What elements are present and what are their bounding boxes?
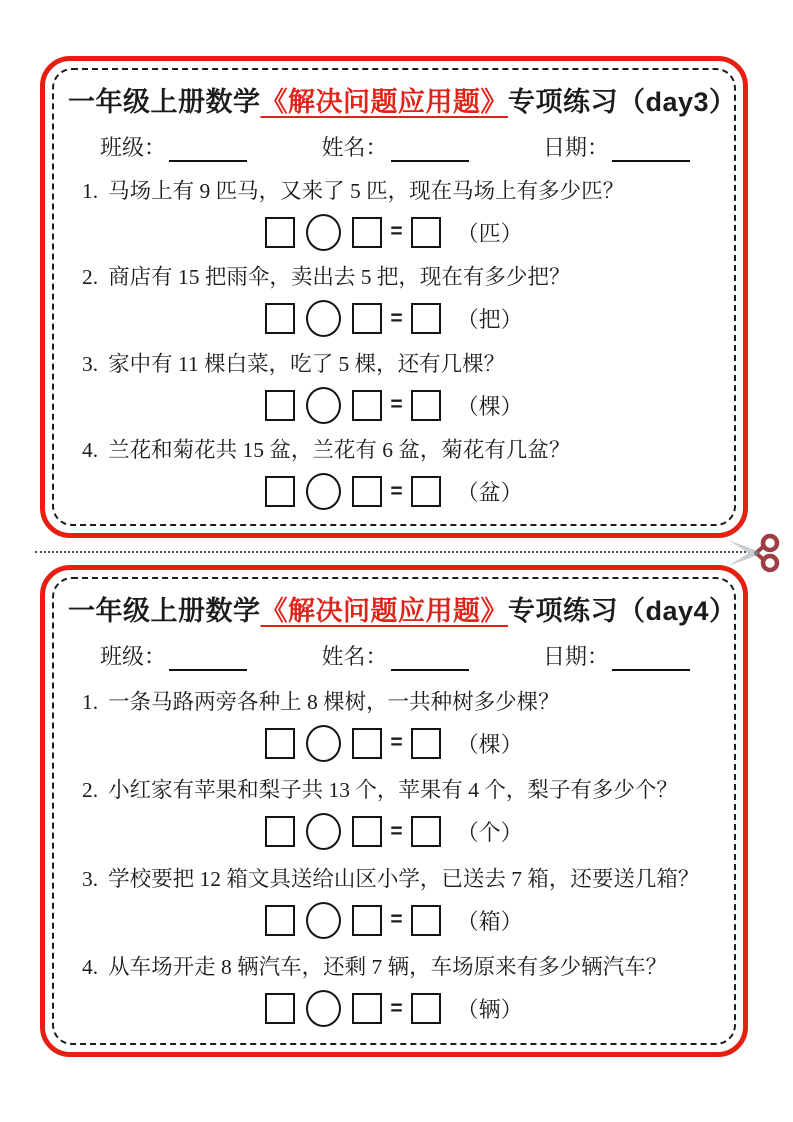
- question-number: 2.: [82, 778, 99, 803]
- operator-circle[interactable]: [306, 473, 341, 510]
- equals-sign: =: [390, 996, 403, 1020]
- operator-circle[interactable]: [306, 813, 341, 850]
- unit-label: （把）: [456, 307, 523, 333]
- cut-guide-line: [35, 551, 750, 553]
- operand-box-1[interactable]: [265, 816, 295, 847]
- scissors-icon: [726, 533, 786, 573]
- unit-label: （个）: [456, 820, 523, 846]
- question-item: [68, 862, 720, 939]
- class-label: 班级：: [100, 644, 167, 669]
- equation-row: [68, 214, 720, 251]
- equals-sign: =: [390, 908, 403, 932]
- title-highlight: 《解决问题应用题》: [260, 596, 508, 626]
- question-number: 4.: [82, 438, 99, 463]
- name-label: 姓名：: [321, 135, 388, 160]
- question-text: 家中有 11 棵白菜，吃了 5 棵，还有几棵？: [108, 351, 506, 376]
- operand-box-1[interactable]: [265, 303, 295, 334]
- name-input-blank[interactable]: [391, 134, 469, 162]
- operand-box-1[interactable]: [265, 993, 295, 1024]
- question-text: 商店有 15 把雨伞，卖出去 5 把，现在有多少把？: [108, 265, 571, 290]
- question-number: 1.: [82, 689, 99, 714]
- equation-row: [68, 300, 720, 337]
- question-item: [68, 347, 720, 424]
- question-item: [68, 950, 720, 1027]
- class-label: 班级：: [100, 135, 167, 160]
- question-item: [68, 685, 720, 762]
- operand-box-2[interactable]: [352, 303, 382, 334]
- class-input-blank[interactable]: [169, 134, 247, 162]
- operator-circle[interactable]: [306, 300, 341, 337]
- question-text: 从车场开走 8 辆汽车，还剩 7 辆，车场原来有多少辆汽车？: [108, 955, 668, 980]
- operand-box-2[interactable]: [352, 217, 382, 248]
- equation-row: [68, 990, 720, 1027]
- header-fields-row: [68, 640, 720, 671]
- operand-box-2[interactable]: [352, 905, 382, 936]
- equals-sign: =: [390, 220, 403, 244]
- unit-label: （棵）: [456, 393, 523, 419]
- result-box[interactable]: [411, 303, 441, 334]
- operand-box-1[interactable]: [265, 217, 295, 248]
- question-item: [68, 433, 720, 510]
- operator-circle[interactable]: [306, 387, 341, 424]
- operator-circle[interactable]: [306, 725, 341, 762]
- unit-label: （匹）: [456, 220, 523, 246]
- operand-box-2[interactable]: [352, 816, 382, 847]
- operand-box-2[interactable]: [352, 390, 382, 421]
- operand-box-2[interactable]: [352, 728, 382, 759]
- operator-circle[interactable]: [306, 990, 341, 1027]
- operator-circle[interactable]: [306, 902, 341, 939]
- question-list: [68, 164, 720, 520]
- title-prefix: 一年级上册数学: [68, 596, 261, 626]
- unit-label: （盆）: [456, 480, 523, 506]
- operator-circle[interactable]: [306, 214, 341, 251]
- operand-box-1[interactable]: [265, 905, 295, 936]
- equals-sign: =: [390, 393, 403, 417]
- dashed-border-panel: [52, 68, 736, 526]
- unit-label: （辆）: [456, 997, 523, 1023]
- question-text: 兰花和菊花共 15 盆，兰花有 6 盆，菊花有几盆？: [108, 438, 571, 463]
- title-suffix: 专项练习（day3）: [508, 87, 737, 117]
- header-fields-row: [68, 131, 720, 162]
- equation-row: [68, 473, 720, 510]
- date-label: 日期：: [542, 135, 609, 160]
- worksheet-title: [68, 80, 737, 119]
- worksheet-card-day4: [40, 565, 748, 1057]
- question-number: 4.: [82, 955, 99, 980]
- date-input-blank[interactable]: [612, 134, 690, 162]
- operand-box-2[interactable]: [352, 476, 382, 507]
- question-number: 2.: [82, 265, 99, 290]
- title-prefix: 一年级上册数学: [68, 87, 261, 117]
- result-box[interactable]: [411, 476, 441, 507]
- name-input-blank[interactable]: [391, 643, 469, 671]
- question-text: 马场上有 9 匹马，又来了 5 匹，现在马场上有多少匹？: [108, 178, 625, 203]
- equation-row: [68, 387, 720, 424]
- title-suffix: 专项练习（day4）: [508, 596, 737, 626]
- worksheet-card-day3: [40, 56, 748, 538]
- question-list: [68, 673, 720, 1039]
- equals-sign: =: [390, 306, 403, 330]
- question-number: 1.: [82, 178, 99, 203]
- worksheet-title: [68, 589, 737, 628]
- result-box[interactable]: [411, 993, 441, 1024]
- date-input-blank[interactable]: [612, 643, 690, 671]
- result-box[interactable]: [411, 217, 441, 248]
- question-number: 3.: [82, 866, 99, 891]
- question-number: 3.: [82, 351, 99, 376]
- result-box[interactable]: [411, 390, 441, 421]
- operand-box-1[interactable]: [265, 728, 295, 759]
- name-label: 姓名：: [321, 644, 388, 669]
- question-item: [68, 260, 720, 337]
- question-text: 小红家有苹果和梨子共 13 个，苹果有 4 个，梨子有多少个？: [108, 778, 678, 803]
- question-item: [68, 174, 720, 251]
- equation-row: [68, 725, 720, 762]
- equals-sign: =: [390, 479, 403, 503]
- unit-label: （棵）: [456, 731, 523, 757]
- equals-sign: =: [390, 819, 403, 843]
- equation-row: [68, 813, 720, 850]
- operand-box-1[interactable]: [265, 390, 295, 421]
- question-text: 一条马路两旁各种上 8 棵树，一共种树多少棵？: [108, 689, 560, 714]
- question-text: 学校要把 12 箱文具送给山区小学，已送去 7 箱，还要送几箱？: [108, 866, 700, 891]
- equals-sign: =: [390, 731, 403, 755]
- operand-box-1[interactable]: [265, 476, 295, 507]
- result-box[interactable]: [411, 728, 441, 759]
- equation-row: [68, 902, 720, 939]
- dashed-border-panel: [52, 577, 736, 1045]
- date-label: 日期：: [542, 644, 609, 669]
- operand-box-2[interactable]: [352, 993, 382, 1024]
- class-input-blank[interactable]: [169, 643, 247, 671]
- question-item: [68, 773, 720, 850]
- title-highlight: 《解决问题应用题》: [260, 87, 508, 117]
- result-box[interactable]: [411, 905, 441, 936]
- result-box[interactable]: [411, 816, 441, 847]
- unit-label: （箱）: [456, 908, 523, 934]
